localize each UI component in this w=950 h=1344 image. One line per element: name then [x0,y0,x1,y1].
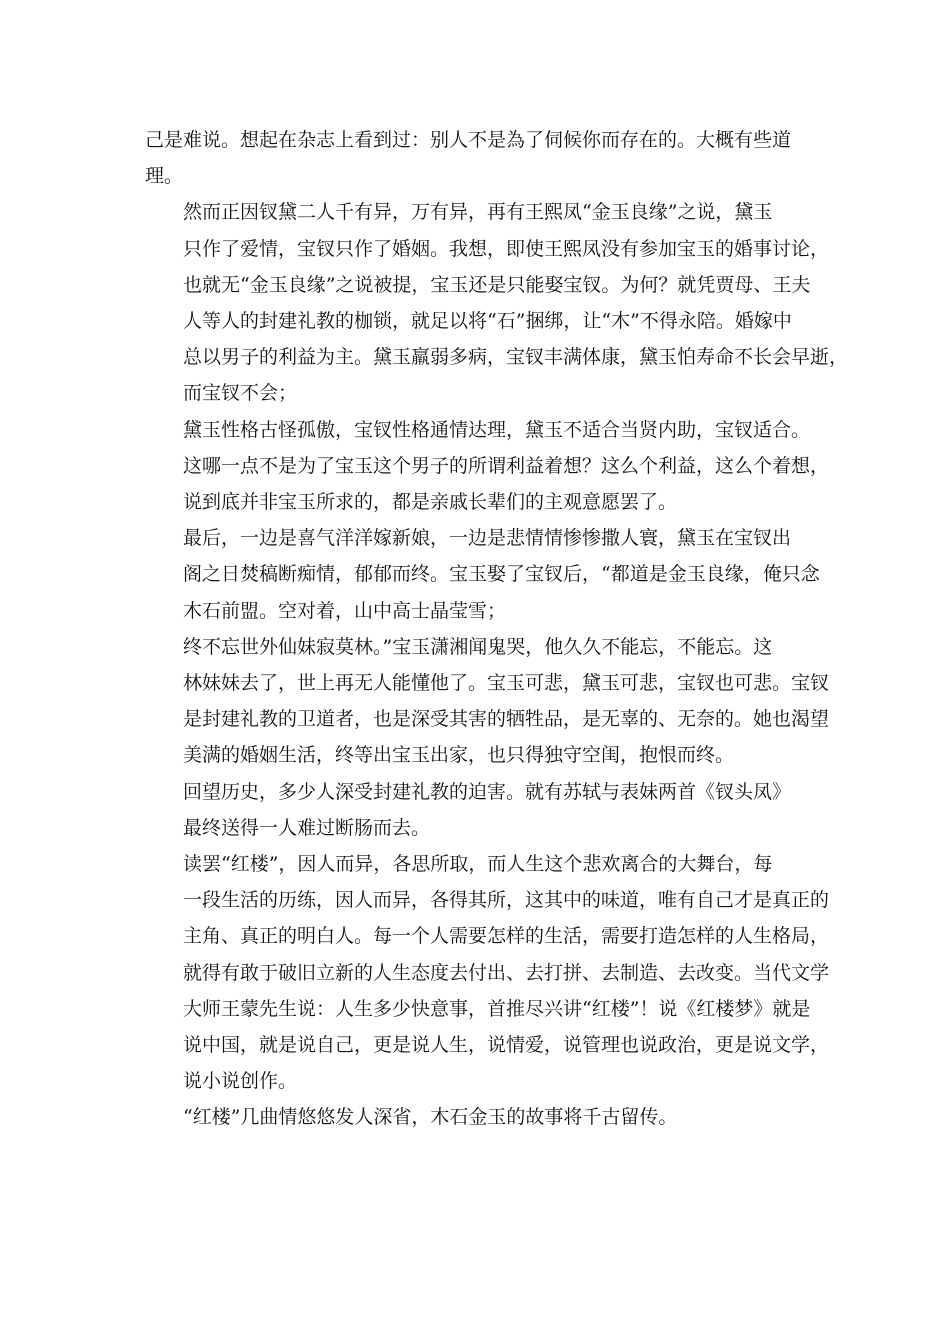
text-line: 终不忘世外仙妹寂莫林。”宝玉潇湘闻鬼哭，他久久不能忘，不能忘。这 [183,635,773,658]
text-line: 一段生活的历练，因人而异，各得其所，这其中的味道，唯有自己才是真正的 [183,889,830,912]
article-body [145,122,849,1136]
text-line: “红楼”几曲情悠悠发人深省，木石金玉的故事将千古留传。 [183,1106,678,1129]
text-line: 然而正因钗黛二人千有异，万有异，再有王熙凤“金玉良缘”之说，黛玉 [183,201,773,224]
text-line: 林妹妹去了，世上再无人能懂他了。宝玉可悲，黛玉可悲，宝钗也可悲。宝钗 [183,672,830,695]
text-line: 说中国，就是说自己，更是说人生，说情爱，说管理也说政治，更是说文学， [183,1034,830,1057]
text-line: 人等人的封建礼教的枷锁，就足以将“石”捆绑，让“木”不得永陪。婚嫁中 [183,310,792,333]
text-line: 最终送得一人难过断肠而去。 [183,816,431,839]
text-line: 总以男子的利益为主。黛玉羸弱多病，宝钗丰满体康，黛玉怕寿命不长会早逝， [183,346,849,369]
paragraph-8 [145,1099,825,1135]
paragraph-6 [145,774,825,846]
text-line: 美满的婚姻生活，终等出宝玉出家，也只得独守空闺，抱恨而终。 [183,744,735,767]
text-line: 黛玉性格古怪孤傲，宝钗性格通情达理，黛玉不适合当贤内助，宝钗适合。 [183,418,811,441]
text-line: 说到底并非宝玉所求的，都是亲戚长辈们的主观意愿罢了。 [183,491,678,514]
text-line: 理。 [145,165,184,188]
paragraph-5 [145,629,830,774]
text-line: 大师王蒙先生说：人生多少快意事，首推尽兴讲“红楼”！说《红楼梦》就是 [183,997,811,1020]
text-line: 只作了爱情，宝钗只作了婚姻。我想，即使王熙凤没有参加宝玉的婚事讨论， [183,237,830,260]
text-line: 木石前盟。空对着，山中高士晶莹雪； [183,599,507,622]
paragraph-7 [145,846,830,1099]
text-line: 主角、真正的明白人。每一个人需要怎样的生活，需要打造怎样的人生格局， [183,925,830,948]
paragraph-1 [145,122,825,194]
text-line: 说小说创作。 [183,1070,298,1093]
text-line: 也就无“金玉良缘”之说被提，宝玉还是只能娶宝钗。为何？就凭贾母、王夫 [183,273,811,296]
text-line: 读罢“红楼”，因人而异，各思所取，而人生这个悲欢离合的大舞台，每 [183,853,773,876]
paragraph-4 [145,520,825,629]
text-line: 而宝钗不会； [183,382,298,405]
text-line: 就得有敢于破旧立新的人生态度去付出、去打拼、去制造、去改变。当代文学 [183,961,830,984]
text-line: 阁之日焚稿断痴情，郁郁而终。宝玉娶了宝钗后，“都道是金玉良缘，俺只念 [183,563,820,586]
text-line: 最后，一边是喜气洋洋嫁新娘，一边是悲情情惨惨撒人寰，黛玉在宝钗出 [183,527,792,550]
text-line: 这哪一点不是为了宝玉这个男子的所谓利益着想？这么个利益，这么个着想， [183,454,830,477]
text-line: 回望历史，多少人深受封建礼教的迫害。就有苏轼与表妹两首《钗头凤》 [183,780,792,803]
paragraph-2 [145,194,849,411]
text-line: 己是难说。想起在杂志上看到过：别人不是為了伺候你而存在的。大概有些道 [145,129,792,151]
paragraph-3 [145,412,830,521]
text-line: 是封建礼教的卫道者，也是深受其害的牺牲品，是无辜的、无奈的。她也渴望 [183,708,830,731]
